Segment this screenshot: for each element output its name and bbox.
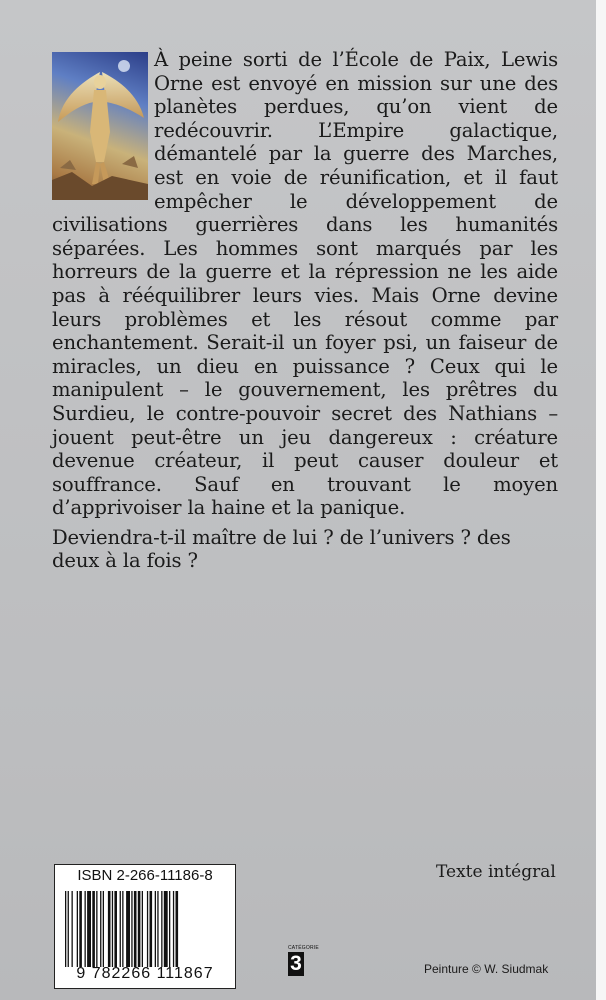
barcode-bar bbox=[79, 891, 82, 967]
ean-number: 9 782266 111867 bbox=[76, 965, 214, 982]
barcode-bar bbox=[112, 891, 113, 967]
barcode-bar bbox=[65, 891, 66, 967]
barcode-bar bbox=[134, 891, 137, 967]
barcode-bar bbox=[100, 891, 101, 967]
barcode-bar bbox=[131, 891, 132, 967]
barcode-bar bbox=[114, 891, 117, 967]
illustration-credit: Peinture © W. Siudmak bbox=[424, 962, 549, 976]
barcode-bar bbox=[92, 891, 95, 967]
barcode bbox=[63, 891, 229, 967]
isbn: ISBN 2-266-11186-8 bbox=[77, 867, 213, 884]
category-label: CATÉGORIE bbox=[288, 945, 319, 951]
blurb-paragraph: À peine sorti de l’École de Paix, Lewis Orne est envoyé en mission sur une des planètes perdues, qu’on vient de redécouvrir. L’Empire galactique, démantelé par la guerre des Marches, est en voie de réunification, et il faut empêcher le développement de civilisations guerrières dans les humanités séparées. Les hommes sont marqués par les horreurs de la guerre et la répression ne les aide pas à rééquilibrer leurs vies. Mais Orne devine leurs problèmes et les résout comme par enchantement. Serait-il un foyer psi, un faiseur de miracles, un dieu en puissance ? Ceux qui le manipulent – le gouvernement, les prêtres du Surdieu, le contre-pouvoir secret des Nathians – jouent peut-être un jeu dangereux : créature devenue créateur, il peut causer douleur et souffrance. Sauf en trouvant le moyen d’apprivoiser la haine et la panique. bbox=[52, 48, 558, 520]
barcode-bar bbox=[126, 891, 130, 967]
barcode-bar bbox=[155, 891, 156, 967]
barcode-bar bbox=[122, 891, 123, 967]
category-badge bbox=[288, 945, 319, 976]
barcode-bar bbox=[176, 891, 179, 967]
barcode-bar bbox=[150, 891, 153, 967]
blurb-question: Deviendra-t-il maître de lui ? de l’univers ? des deux à la fois ? bbox=[52, 525, 511, 573]
barcode-bar bbox=[157, 891, 158, 967]
barcode-bar bbox=[142, 891, 143, 967]
barcode-bar bbox=[108, 891, 111, 967]
barcode-bar bbox=[77, 891, 78, 967]
barcode-bar bbox=[72, 891, 73, 967]
barcode-bar bbox=[169, 891, 170, 967]
barcode-bar bbox=[103, 891, 104, 967]
isbn-barcode-box bbox=[54, 864, 236, 989]
category-number: 3 bbox=[288, 952, 304, 976]
barcode-bar bbox=[147, 891, 148, 967]
blurb bbox=[52, 48, 558, 573]
page-edge bbox=[596, 0, 606, 1000]
unabridged-label: Texte intégral bbox=[436, 862, 556, 882]
barcode-bar bbox=[68, 891, 69, 967]
barcode-bar bbox=[87, 891, 91, 967]
barcode-bar bbox=[85, 891, 86, 967]
barcode-bar bbox=[173, 891, 174, 967]
barcode-bar bbox=[161, 891, 162, 967]
barcode-bar bbox=[164, 891, 168, 967]
barcode-bar bbox=[96, 891, 97, 967]
barcode-bar bbox=[120, 891, 121, 967]
barcode-bar bbox=[138, 891, 141, 967]
